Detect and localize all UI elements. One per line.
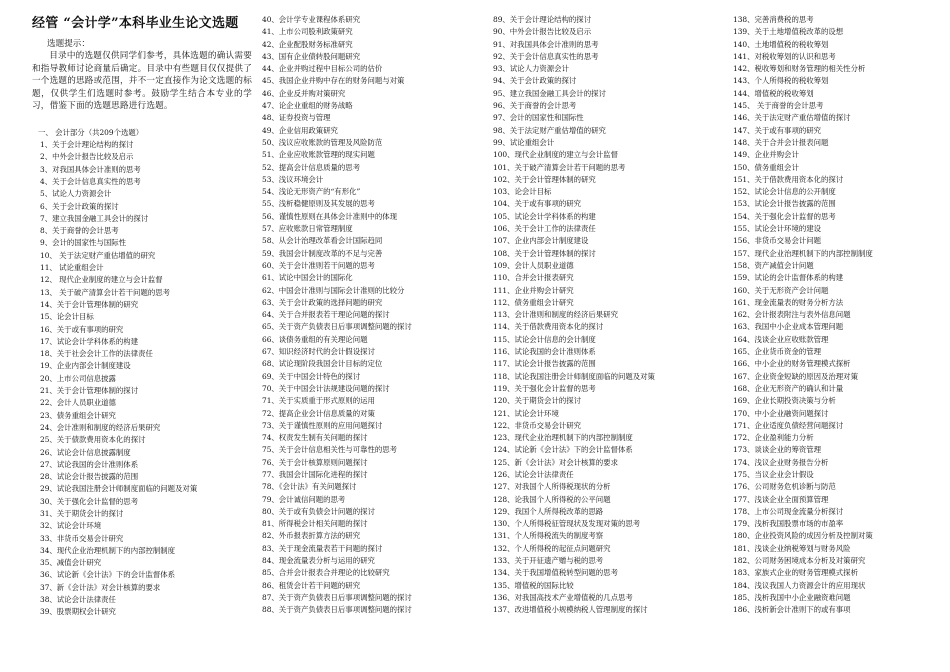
topic-item: 14、关于会计管理体制的研究 bbox=[40, 299, 139, 309]
topic-item: 85、合并会计报表合并理论的比较研究 bbox=[262, 568, 390, 578]
topic-item: 69、关于中国会计特色的探讨 bbox=[262, 371, 361, 381]
topic-item: 152、试论会计信息的公开制度 bbox=[733, 187, 836, 197]
topic-item: 43、国有企业债转股问题研究 bbox=[262, 51, 361, 61]
topic-item: 3、对我国具体会计准则的思考 bbox=[40, 164, 141, 174]
topic-item: 170、中小企业融资问题探讨 bbox=[733, 408, 829, 418]
topic-item: 136、对我国高技术产业增值税的几点思考 bbox=[493, 592, 633, 602]
column-2 bbox=[262, 14, 487, 617]
topic-list bbox=[733, 14, 947, 617]
topic-item: 143、个人所得税的税收筹划 bbox=[733, 76, 829, 86]
topic-item: 15、论会计目标 bbox=[40, 312, 94, 322]
topic-item: 127、对我国个人所得税现状的分析 bbox=[493, 482, 611, 492]
topic-item: 186、浅析新会计准则下的或有事项 bbox=[733, 605, 851, 615]
topic-item: 25、关于债款费用资本化的探讨 bbox=[40, 435, 146, 445]
topic-item: 94、关于会计政策的探讨 bbox=[493, 76, 577, 86]
topic-item: 48、证券投资与管理 bbox=[262, 113, 331, 123]
topic-item: 5、试论人力资源会计 bbox=[40, 189, 112, 199]
topic-list bbox=[32, 139, 252, 619]
topic-item: 89、关于会计理论结构的探讨 bbox=[493, 15, 592, 24]
topic-item: 71、关于实质重于形式原则的运用 bbox=[262, 396, 375, 406]
topic-item: 109、会计人员职业道德 bbox=[493, 260, 574, 270]
topic-item: 120、关于期货会计的探讨 bbox=[493, 396, 582, 406]
topic-item: 8、关于商誉的会计思考 bbox=[40, 226, 119, 236]
topic-item: 174、浅议企业财务报告分析 bbox=[733, 457, 829, 467]
topic-item: 113、会计准则和制度的经济后果研究 bbox=[493, 310, 618, 320]
topic-item: 81、所得税会计相关问题的探讨 bbox=[262, 519, 368, 529]
topic-item: 161、现金流量表的财务分析方法 bbox=[733, 297, 844, 307]
topic-item: 84、现金流量表分析与运用的研究 bbox=[262, 556, 375, 566]
topic-item: 36、试论新《会计法》下的会计监督体系 bbox=[40, 570, 176, 580]
topic-item: 82、外币报表折算方法的研究 bbox=[262, 531, 361, 541]
topic-item: 6、关于会计政策的探讨 bbox=[40, 201, 119, 211]
topic-item: 27、试论我国的会计准则体系 bbox=[40, 459, 139, 469]
topic-item: 74、权责发生制有关问题的探讨 bbox=[262, 433, 368, 443]
topic-item: 30、关于强化会计监督的思考 bbox=[40, 496, 139, 506]
topic-item: 117、试论会计报告披露的范围 bbox=[493, 359, 596, 369]
topic-item: 66、谈债务重组的有关理论问题 bbox=[262, 334, 368, 344]
topic-item: 65、关于资产负债表日后事项调整问题的探讨 bbox=[262, 322, 412, 332]
topic-list bbox=[262, 14, 487, 617]
topic-item: 18、关于社会会计工作的法律责任 bbox=[40, 349, 153, 359]
topic-item: 33、非货币交易会计研究 bbox=[40, 533, 124, 543]
topic-item: 19、企业内部会计制度建设 bbox=[40, 361, 131, 371]
topic-item: 26、试论会计信息披露制度 bbox=[40, 447, 131, 457]
topic-item: 13、 关于破产清算会计若干问题的思考 bbox=[40, 287, 171, 297]
topic-item: 115、试论会计信息的会计制度 bbox=[493, 334, 596, 344]
topic-item: 165、企业货币资金的管理 bbox=[733, 347, 822, 357]
topic-item: 45、我国企业并购中存在的财务问题与对策 bbox=[262, 76, 405, 86]
topic-item: 72、提高企业会计信息质量的对策 bbox=[262, 408, 375, 418]
topic-item: 59、我国会计制度改革的不足与完善 bbox=[262, 248, 383, 258]
topic-item: 181、浅谈企业纳税筹划与财务风险 bbox=[733, 543, 851, 553]
topic-item: 112、债务重组会计研究 bbox=[493, 297, 574, 307]
topic-item: 11、 试论重组会计 bbox=[40, 263, 104, 273]
topic-item: 12、 现代企业制度的建立与会计监督 bbox=[40, 275, 163, 285]
topic-item: 95、建立我国金融工具会计的探讨 bbox=[493, 88, 606, 98]
topic-item: 111、企业并购会计研究 bbox=[493, 285, 574, 295]
topic-item: 88、关于资产负债表日后事项调整问题的探讨 bbox=[262, 605, 412, 615]
topic-item: 164、浅谈企业应收账款管理 bbox=[733, 334, 829, 344]
topic-item: 20、上市公司信息披露 bbox=[40, 373, 116, 383]
topic-item: 130、个人所得税征管现状及发现对策的思考 bbox=[493, 519, 641, 529]
topic-item: 52、提高会计信息质量的思考 bbox=[262, 162, 361, 172]
topic-item: 132、个人所得税的起征点问题研究 bbox=[493, 543, 611, 553]
topic-item: 76、关于会计核算原则问题探讨 bbox=[262, 457, 368, 467]
topic-item: 31、关于期货会计的探讨 bbox=[40, 508, 124, 518]
column-4 bbox=[733, 14, 947, 617]
topic-item: 153、试论会计报告披露的范围 bbox=[733, 199, 836, 209]
topic-item: 42、企业配股财务标准研究 bbox=[262, 39, 353, 49]
topic-item: 67、知识经济时代的会计假设探讨 bbox=[262, 347, 375, 357]
topic-item: 50、浅议应收账款的管理及风险防范 bbox=[262, 137, 383, 147]
topic-item: 92、关于会计信息真实性的思考 bbox=[493, 51, 599, 61]
topic-item: 106、关于会计工作的法律责任 bbox=[493, 224, 596, 234]
hint-label: 选题提示： bbox=[47, 39, 90, 49]
topic-item: 176、公司财务危机诊断与防范 bbox=[733, 482, 836, 492]
topic-item: 149、企业并购会计 bbox=[733, 150, 799, 160]
topic-item: 34、现代企业治理机制下的内部控制制度 bbox=[40, 545, 176, 555]
topic-item: 21、关于会计管理体制的探讨 bbox=[40, 386, 139, 396]
topic-item: 55、浅析稳健原则及其发展的思考 bbox=[262, 199, 375, 209]
topic-item: 121、试论会计环境 bbox=[493, 408, 559, 418]
topic-item: 135、增值税的国际比较 bbox=[493, 580, 574, 590]
topic-item: 41、上市公司股利政策研究 bbox=[262, 27, 353, 37]
topic-item: 172、企业盈利能力分析 bbox=[733, 433, 814, 443]
topic-item: 147、关于或有事项的研究 bbox=[733, 125, 822, 135]
topic-item: 123、现代企业治理机制下的内部控制制度 bbox=[493, 433, 633, 443]
topic-item: 166、中小企业的财务管理模式探析 bbox=[733, 359, 851, 369]
topic-item: 162、会计报表附注与表外信息问题 bbox=[733, 310, 851, 320]
topic-item: 177、浅谈企业全面预算管理 bbox=[733, 494, 829, 504]
topic-item: 185、浅析我国中小企业融资难问题 bbox=[733, 592, 851, 602]
topic-item: 141、对税收筹划的认识和思考 bbox=[733, 51, 836, 61]
topic-item: 28、试论会计报告披露的范围 bbox=[40, 472, 139, 482]
topic-item: 68、试论现阶段我国会计目标的定位 bbox=[262, 359, 383, 369]
topic-item: 4、关于会计信息真实性的思考 bbox=[40, 176, 141, 186]
section-heading: 一、 会计部分（共209个选题） bbox=[38, 127, 144, 137]
topic-item: 39、股票期权会计研究 bbox=[40, 607, 116, 617]
topic-item: 75、关于会计信息相关性与可靠性的思考 bbox=[262, 445, 398, 455]
topic-item: 9、会计的国家性与国际性 bbox=[40, 238, 127, 248]
topic-item: 183、家族式企业的财务管理模式探析 bbox=[733, 568, 858, 578]
topic-item: 107、企业内部会计制度建设 bbox=[493, 236, 589, 246]
topic-item: 23、债务重组会计研究 bbox=[40, 410, 116, 420]
topic-item: 146、关于法定财产重估增值的探讨 bbox=[733, 113, 851, 123]
topic-item: 56、谨慎性原则在具体会计准则中的体现 bbox=[262, 211, 398, 221]
topic-item: 126、试论会计法律责任 bbox=[493, 469, 574, 479]
topic-item: 145、 关于商誉的会计思考 bbox=[733, 101, 824, 111]
topic-item: 44、企业并购过程中目标公司的估价 bbox=[262, 64, 383, 74]
topic-item: 10、 关于法定财产重估增值的研究 bbox=[40, 250, 156, 260]
topic-item: 47、论企业重组的财务战略 bbox=[262, 101, 353, 111]
topic-item: 22、会计人员职业道德 bbox=[40, 398, 116, 408]
topic-item: 49、企业信用政策研究 bbox=[262, 125, 338, 135]
topic-item: 137、改进增值税小规模纳税人管理制度的探讨 bbox=[493, 605, 648, 615]
topic-item: 29、试论我国注册会计师制度面临的问题及对策 bbox=[40, 484, 198, 494]
topic-item: 16、关于或有事项的研究 bbox=[40, 324, 124, 334]
topic-item: 178、上市公司现金流量分析探讨 bbox=[733, 506, 844, 516]
topic-item: 80、关于或有负债会计问题的探讨 bbox=[262, 506, 375, 516]
topic-item: 110、合并会计报表研究 bbox=[493, 273, 574, 283]
topic-item: 142、税收筹划和财务管理的相关性分析 bbox=[733, 64, 866, 74]
topic-item: 101、关于破产清算会计若干问题的思考 bbox=[493, 162, 626, 172]
topic-item: 140、土地增值税的税收筹划 bbox=[733, 39, 829, 49]
topic-item: 133、关于开征遗产赠与税的思考 bbox=[493, 556, 604, 566]
document-title: 经管 “会计学”本科毕业生论文选题 bbox=[32, 16, 239, 31]
topic-item: 156、非货币交易会计问题 bbox=[733, 236, 822, 246]
topic-item: 151、关于借款费用资本化的探讨 bbox=[733, 174, 844, 184]
topic-item: 114、关于借款费用资本化的探讨 bbox=[493, 322, 604, 332]
topic-item: 144、增值税的税收筹划 bbox=[733, 88, 814, 98]
topic-item: 108、关于会计管理体制的探讨 bbox=[493, 248, 596, 258]
topic-item: 100、现代企业制度的建立与会计监督 bbox=[493, 150, 618, 160]
topic-item: 155、试论会计环境的建设 bbox=[733, 224, 822, 234]
topic-item: 98、关于法定财产重估增值的研究 bbox=[493, 125, 606, 135]
topic-item: 125、新《会计法》对会计核算的要求 bbox=[493, 457, 618, 467]
topic-item: 173、谈谈企业的筹资管理 bbox=[733, 445, 822, 455]
topic-item: 124、试论新《会计法》下的会计监督体系 bbox=[493, 445, 633, 455]
topic-item: 90、中外会计报告比较及启示 bbox=[493, 27, 592, 37]
topic-item: 87、关于资产负债表日后事项调整问题的探讨 bbox=[262, 592, 412, 602]
topic-item: 96、关于商誉的会计思考 bbox=[493, 101, 577, 111]
topic-item: 86、租赁会计若干问题的研究 bbox=[262, 580, 361, 590]
topic-item: 40、会计学专业课程体系研究 bbox=[262, 15, 361, 24]
topic-item: 179、浅析我国股票市场的市盈率 bbox=[733, 519, 844, 529]
topic-item: 51、企业应收账款管理的现实问题 bbox=[262, 150, 375, 160]
topic-item: 62、中国会计准则与国际会计准则的比较分 bbox=[262, 285, 405, 295]
topic-item: 73、关于谨慎性原则的应用问题探讨 bbox=[262, 420, 383, 430]
topic-item: 171、企业适度负债经营问题探讨 bbox=[733, 420, 844, 430]
topic-item: 134、关于我国增值税转型问题的思考 bbox=[493, 568, 618, 578]
topic-item: 63、关于会计政策的选择问题的研究 bbox=[262, 297, 383, 307]
topic-item: 77、我国会计国际化进程的探讨 bbox=[262, 469, 368, 479]
topic-item: 70、关于中国会计法规建设问题的探讨 bbox=[262, 383, 390, 393]
topic-item: 128、论我国个人所得税的公平问题 bbox=[493, 494, 611, 504]
topic-item: 38、试论会计法律责任 bbox=[40, 595, 116, 605]
topic-item: 131、个人所得税流失的制度考察 bbox=[493, 531, 604, 541]
topic-item: 7、建立我国金融工具会计的探讨 bbox=[40, 213, 149, 223]
column-1 bbox=[32, 14, 252, 619]
topic-item: 168、企业无形资产的确认和计量 bbox=[733, 383, 844, 393]
topic-item: 158、资产减值会计问题 bbox=[733, 260, 814, 270]
topic-item: 1、关于会计理论结构的探讨 bbox=[40, 140, 134, 150]
topic-item: 159、试论的会计监督体系的构建 bbox=[733, 273, 844, 283]
topic-item: 93、试论人力资源会计 bbox=[493, 64, 569, 74]
topic-item: 83、关于现金流量表若干问题的探讨 bbox=[262, 543, 383, 553]
topic-item: 32、试论会计环境 bbox=[40, 521, 102, 531]
intro-paragraph: 目录中的选题仅供同学们参考，具体选题的确认需要和指导教师讨论商量后确定。目录中有些题目仅仅提供了一个选题的思路或范围，并不一定直接作为论文选题的标题，仅供学生们选题时参考。鼓励学生结合本专业的学习，借鉴下面的选题思路进行选题。 bbox=[32, 51, 252, 112]
topic-item: 78、《会计法》有关问题探讨 bbox=[262, 482, 357, 492]
topic-item: 139、关于土地增值税改革的设想 bbox=[733, 27, 844, 37]
topic-item: 53、浅议环境会计 bbox=[262, 174, 324, 184]
topic-item: 37、新《会计法》对会计核算的要求 bbox=[40, 582, 161, 592]
topic-item: 64、关于合并报表若干理论问题的探讨 bbox=[262, 310, 390, 320]
topic-item: 91、对我国具体会计准则的思考 bbox=[493, 39, 599, 49]
topic-item: 180、企业投资风险的成因分析及控制对策 bbox=[733, 531, 873, 541]
topic-item: 57、应收账款日常管理制度 bbox=[262, 224, 353, 234]
topic-item: 184、浅议我国人力资源会计的应用现状 bbox=[733, 580, 866, 590]
topic-item: 102、关于会计管理体制的研究 bbox=[493, 174, 596, 184]
topic-item: 157、现代企业治理机制下的内部控制制度 bbox=[733, 248, 873, 258]
topic-item: 58、从会计治理改革看会计国际趋同 bbox=[262, 236, 383, 246]
topic-item: 182、公司财务困境成本分析及对策研究 bbox=[733, 556, 866, 566]
topic-item: 138、完善消费税的思考 bbox=[733, 15, 814, 24]
topic-item: 169、企业长期投资决策与分析 bbox=[733, 396, 836, 406]
topic-item: 24、会计准则和制度的经济后果研究 bbox=[40, 422, 161, 432]
topic-item: 160、关于无形资产会计问题 bbox=[733, 285, 829, 295]
column-3 bbox=[493, 14, 727, 617]
topic-item: 163、我国中小企业成本管理问题 bbox=[733, 322, 844, 332]
topic-item: 129、我国个人所得税改革的思路 bbox=[493, 506, 604, 516]
topic-item: 17、试论会计学科体系的构建 bbox=[40, 336, 139, 346]
topic-item: 97、会计的国家性和国际性 bbox=[493, 113, 584, 123]
topic-item: 99、试论重组会计 bbox=[493, 137, 555, 147]
topic-item: 175、当议企业会计假设 bbox=[733, 469, 814, 479]
topic-item: 105、试论会计学科体系的构建 bbox=[493, 211, 596, 221]
topic-item: 60、关于会计准则若干问题的思考 bbox=[262, 260, 375, 270]
topic-item: 35、减值会计研究 bbox=[40, 558, 102, 568]
topic-item: 61、试论中国会计的国际化 bbox=[262, 273, 353, 283]
topic-item: 150、债务重组会计 bbox=[733, 162, 799, 172]
topic-list bbox=[493, 14, 727, 617]
topic-item: 2、中外会计报告比较及启示 bbox=[40, 152, 134, 162]
topic-item: 148、关于合并会计报表问题 bbox=[733, 137, 829, 147]
topic-item: 154、关于强化会计监督的思考 bbox=[733, 211, 836, 221]
topic-item: 122、非货币交易会计研究 bbox=[493, 420, 582, 430]
topic-item: 104、关于或有事项的研究 bbox=[493, 199, 582, 209]
topic-item: 116、试论我国的会计准则体系 bbox=[493, 347, 596, 357]
topic-item: 79、会计诚信问题的思考 bbox=[262, 494, 346, 504]
topic-item: 103、论会计目标 bbox=[493, 187, 552, 197]
topic-item: 119、关于强化会计监督的思考 bbox=[493, 383, 596, 393]
topic-item: 118、试论我国注册会计师制度面临的问题及对策 bbox=[493, 371, 655, 381]
topic-item: 46、企业反并购对策研究 bbox=[262, 88, 346, 98]
topic-item: 54、浅论无形资产的“有形化” bbox=[262, 187, 361, 197]
topic-item: 167、企业资金短缺的原因及治理对策 bbox=[733, 371, 858, 381]
